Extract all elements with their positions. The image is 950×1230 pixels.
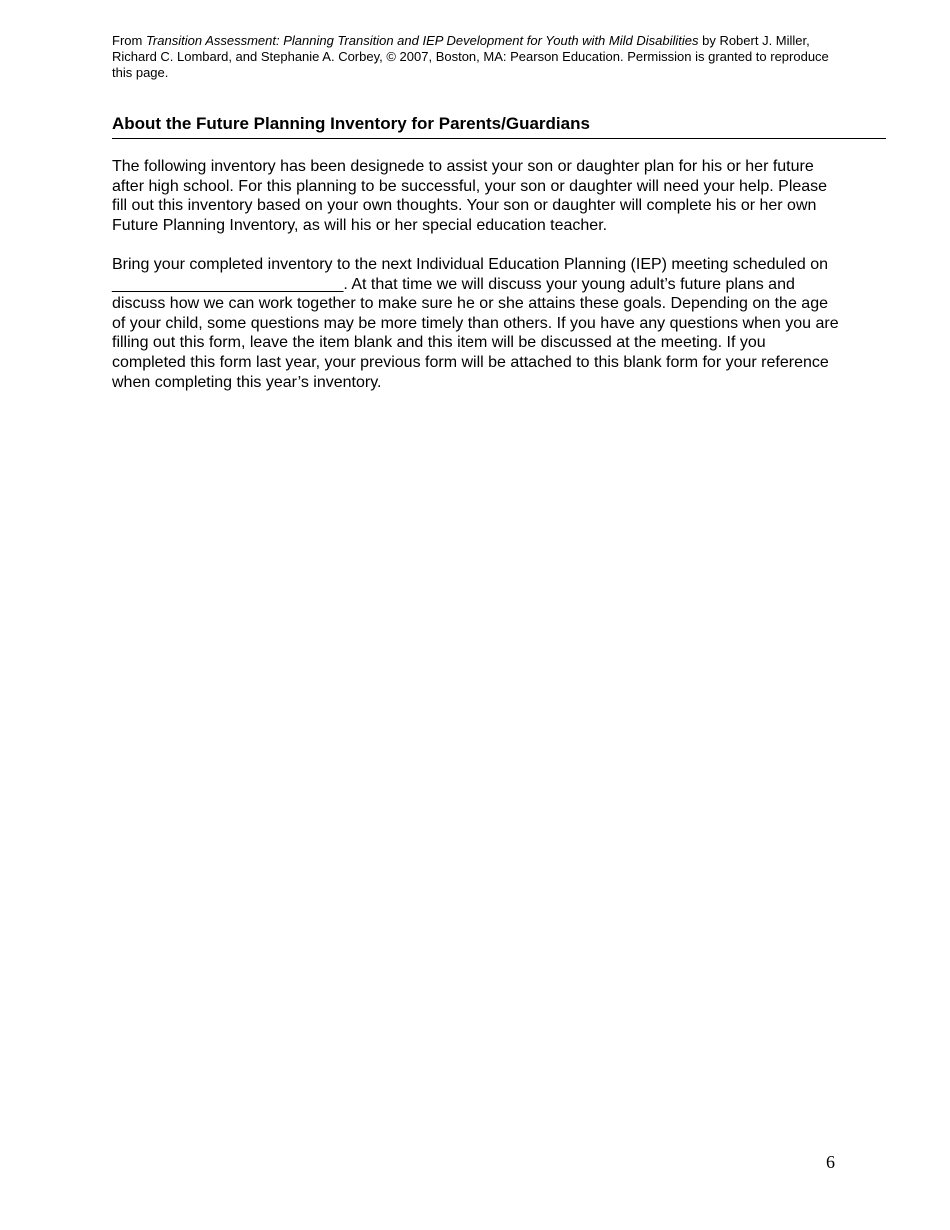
citation-book-title: Transition Assessment: Planning Transition and IEP Development for Youth with Mild Disabilities <box>145 33 699 48</box>
page-number: 6 <box>826 1152 835 1172</box>
meeting-paragraph: Bring your completed inventory to the next Individual Education Planning (IEP) meeting scheduled on __________________________. At that time we will discuss your young adult’s future plans and discuss how we can work together to make sure he or she attains these goals. Depending on the age of your child, some questions may be more timely than others. If you have any questions when you are filling out this form, leave the item blank and this item will be discussed at the meeting. If you completed this form last year, your previous form will be attached to this blank form for your reference when completing this year’s inventory. <box>112 256 839 391</box>
citation-note <box>112 33 837 81</box>
intro-paragraph: The following inventory has been designede to assist your son or daughter plan for his or her future after high school. For this planning to be successful, your son or daughter will need your help. Please fill out this inventory based on your own thoughts. Your son or daughter will complete his or her own Future Planning Inventory, as will his or her special education teacher. <box>112 158 828 234</box>
citation-suffix: by Robert J. Miller, Richard C. Lombard, and Stephanie A. Corbey, © 2007, Boston, MA: Pearson Education. Permission is granted to reproduce this page. <box>112 33 829 80</box>
citation-prefix: From <box>112 33 146 48</box>
section-heading: About the Future Planning Inventory for Parents/Guardians <box>112 113 886 139</box>
